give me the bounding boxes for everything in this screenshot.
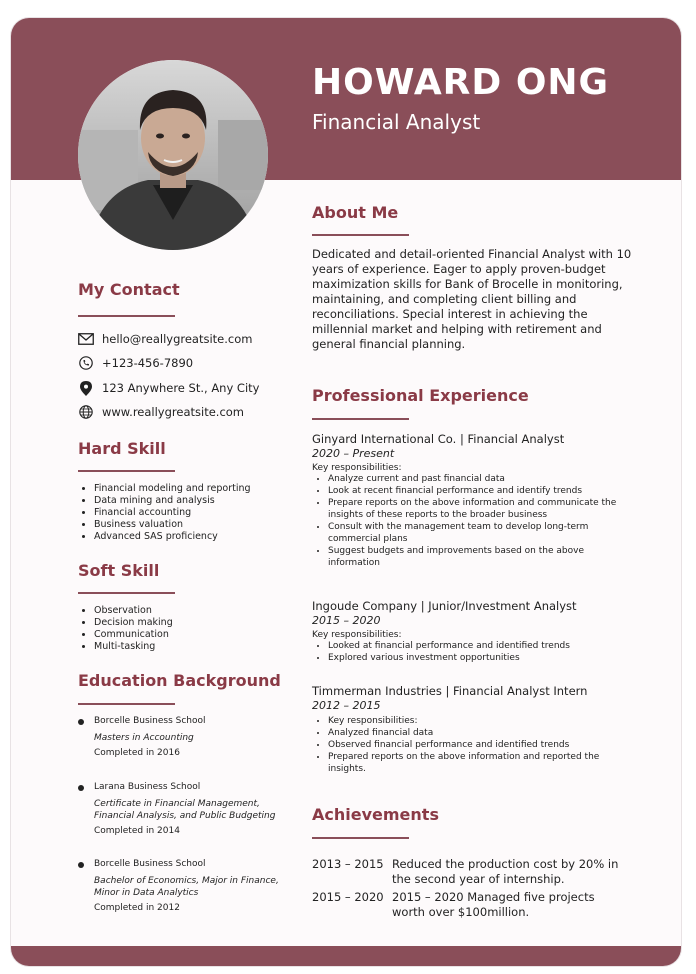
hard-skill-list [78, 483, 251, 543]
contact-divider [78, 315, 175, 317]
job-entry [312, 432, 632, 569]
education-entry [78, 859, 288, 929]
list-item: • Business valuation [94, 519, 251, 531]
contact-phone-text: +123-456-7890 [102, 356, 194, 370]
contact-email[interactable] [78, 331, 252, 347]
list-item: • Look at recent financial performance and identify trends [328, 485, 632, 497]
list-item: • Prepared reports on the above information and reported the insights. [328, 751, 632, 775]
education-year: Completed in 2014 [94, 826, 180, 836]
list-item: • Analyze current and past financial data [328, 473, 632, 485]
education-divider [78, 703, 175, 705]
education-degree: Masters in Accounting [94, 733, 194, 743]
education-entry [78, 782, 288, 852]
list-item: • Communication [94, 629, 173, 641]
education-year: Completed in 2016 [94, 748, 180, 758]
list-item: • Analyzed financial data [328, 727, 632, 739]
achievement-years: 2013 – 2015 [312, 857, 384, 871]
job-dates: 2012 – 2015 [312, 699, 381, 712]
education-school: Larana Business School [94, 782, 201, 792]
contact-email-text: hello@reallygreatsite.com [102, 332, 253, 346]
achievement-text: 2015 – 2020 Managed five projects worth over $100million. [392, 890, 595, 919]
job-title: Ginyard International Co. | Financial Analyst [312, 432, 565, 446]
contact-phone[interactable] [78, 355, 193, 371]
profile-photo [78, 60, 268, 250]
list-item: • Observed financial performance and identified trends [328, 739, 632, 751]
job-responsibilities-label: Key responsibilities: [312, 463, 402, 473]
bullet-dot [78, 785, 84, 791]
list-item: • Financial modeling and reporting [94, 483, 251, 495]
contact-website[interactable] [78, 404, 244, 420]
soft-skill-list [78, 605, 173, 653]
job-responsibilities [312, 715, 632, 775]
job-entry [312, 684, 632, 775]
job-responsibilities [312, 473, 632, 569]
contact-address-text: 123 Anywhere St., Any City [102, 381, 260, 395]
contact-website-text: www.reallygreatsite.com [102, 405, 245, 419]
education-school: Borcelle Business School [94, 859, 206, 869]
achievement-text: Reduced the production cost by 20% in the second year of internship. [392, 857, 619, 886]
education-year: Completed in 2012 [94, 903, 180, 913]
achievements-title: Achievements [312, 805, 439, 824]
about-divider [312, 234, 409, 236]
education-degree: Certificate in Financial Management, Financial Analysis, and Public Budgeting [94, 799, 276, 821]
mail-icon [78, 331, 94, 347]
education-degree: Bachelor of Economics, Major in Finance, Minor in Data Analytics [94, 876, 279, 898]
education-title: Education Background [78, 671, 281, 690]
candidate-role: Financial Analyst [312, 110, 481, 134]
list-item: • Consult with the management team to develop long-term commercial plans [328, 521, 632, 545]
achievements-divider [312, 837, 409, 839]
job-dates: 2015 – 2020 [312, 614, 381, 627]
candidate-name: HOWARD ONG [312, 62, 610, 103]
list-item: • Observation [94, 605, 173, 617]
experience-divider [312, 418, 409, 420]
job-title: Timmerman Industries | Financial Analyst Intern [312, 684, 588, 698]
list-item: • Prepare reports on the above information and communicate the insights of these reports to the broader business [328, 497, 632, 521]
location-pin-icon [78, 380, 94, 396]
job-dates: 2020 – Present [312, 447, 395, 460]
resume-card [11, 18, 681, 966]
globe-icon [78, 404, 94, 420]
list-item: • Looked at financial performance and identified trends [328, 640, 632, 652]
job-title: Ingoude Company | Junior/Investment Analyst [312, 599, 577, 613]
list-item: • Multi-tasking [94, 641, 173, 653]
job-responsibilities [312, 640, 632, 664]
list-item: • Key responsibilities: [328, 715, 632, 727]
job-responsibilities-label: Key responsibilities: [312, 630, 402, 640]
list-item: • Data mining and analysis [94, 495, 251, 507]
achievement-years: 2015 – 2020 [312, 890, 384, 904]
about-text: Dedicated and detail-oriented Financial Analyst with 10 years of experience. Eager to apply proven-budget maximization skills for Bank of Brocelle in monitoring, maintaining, and completing client billing and reconciliations. Special interest in achieving the millennial market and helping with retirement and general financial planning. [312, 247, 632, 351]
bullet-dot [78, 862, 84, 868]
achievement-row [312, 857, 622, 887]
soft-skill-divider [78, 592, 175, 594]
experience-title: Professional Experience [312, 386, 529, 405]
hard-skill-divider [78, 470, 175, 472]
about-title: About Me [312, 203, 399, 222]
profile-photo-image [78, 60, 268, 250]
soft-skill-title: Soft Skill [78, 561, 160, 580]
hard-skill-title: Hard Skill [78, 439, 166, 458]
list-item: • Explored various investment opportunities [328, 652, 632, 664]
list-item: • Advanced SAS proficiency [94, 531, 251, 543]
job-entry [312, 599, 632, 664]
education-entry [78, 716, 288, 776]
list-item: • Suggest budgets and improvements based on the above information [328, 545, 632, 569]
list-item: • Financial accounting [94, 507, 251, 519]
bullet-dot [78, 719, 84, 725]
list-item: • Decision making [94, 617, 173, 629]
achievement-row [312, 890, 622, 920]
contact-title: My Contact [78, 280, 180, 299]
phone-icon [78, 355, 94, 371]
contact-address [78, 380, 259, 396]
education-school: Borcelle Business School [94, 716, 206, 726]
footer-band [11, 946, 681, 966]
